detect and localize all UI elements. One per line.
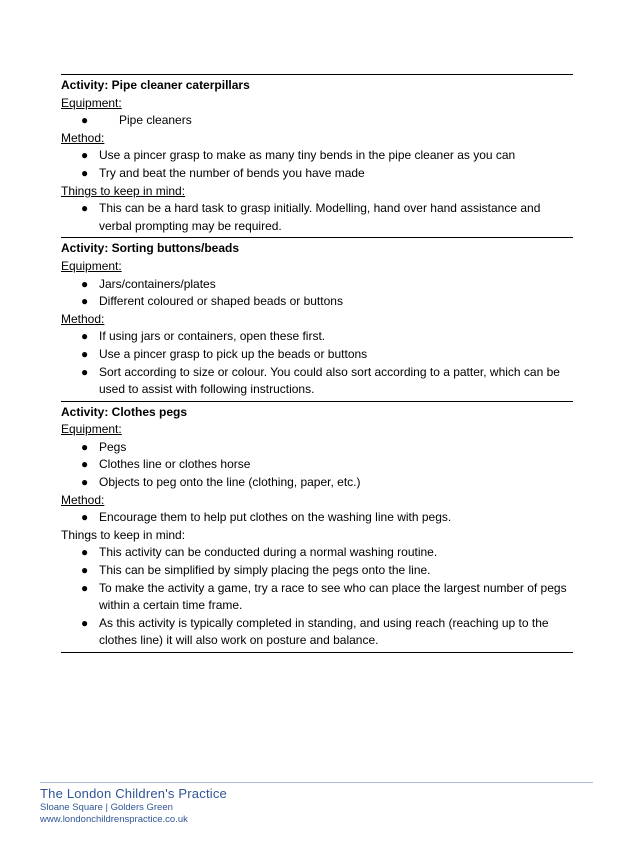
list-item <box>61 562 573 580</box>
group-heading: Things to keep in mind: <box>61 183 186 198</box>
group-heading: Method: <box>61 130 105 145</box>
bullet-icon: ● <box>81 457 89 472</box>
footer-website-link[interactable]: www.londonchildrenspractice.co.uk <box>40 813 188 825</box>
bullet-icon: ● <box>81 475 89 490</box>
list-item-text: Try and beat the number of bends you have made <box>99 165 365 180</box>
list-item <box>61 474 573 492</box>
bullet-icon: ● <box>81 201 89 216</box>
list-item-text: Encourage them to help put clothes on the washing line with pegs. <box>99 510 452 525</box>
list-item <box>61 276 573 294</box>
bullet-icon: ● <box>81 545 89 560</box>
list-item <box>61 346 573 364</box>
group-heading: Method: <box>61 492 105 507</box>
bullet-list <box>61 439 573 492</box>
group-heading: Equipment: <box>61 422 122 437</box>
group-heading: Equipment: <box>61 258 122 273</box>
bullet-icon: ● <box>81 563 89 578</box>
activity-section <box>61 75 573 237</box>
list-item <box>61 165 573 183</box>
list-item <box>61 364 573 399</box>
group-heading: Equipment: <box>61 95 122 110</box>
list-item <box>61 509 573 527</box>
bullet-icon: ● <box>81 615 89 630</box>
bullet-list <box>61 328 573 398</box>
bullet-icon: ● <box>81 294 89 309</box>
list-item-text: Clothes line or clothes horse <box>99 457 251 472</box>
list-item <box>61 439 573 457</box>
activity-title: Activity: Pipe cleaner caterpillars <box>61 78 250 92</box>
list-item <box>61 112 573 130</box>
bullet-icon: ● <box>81 148 89 163</box>
section-divider <box>61 652 573 653</box>
group-heading: Method: <box>61 311 105 326</box>
list-item-text: This can be simplified by simply placing the pegs onto the line. <box>99 563 431 578</box>
activity-title: Activity: Clothes pegs <box>61 404 188 419</box>
bullet-list <box>61 276 573 311</box>
bullet-list <box>61 112 573 130</box>
bullet-list <box>61 544 573 650</box>
list-item <box>61 580 573 615</box>
bullet-list <box>61 509 573 527</box>
activity-section <box>61 238 573 400</box>
list-item <box>61 328 573 346</box>
bullet-icon: ● <box>81 276 89 291</box>
bullet-icon: ● <box>81 580 89 595</box>
list-item <box>61 147 573 165</box>
bullet-icon: ● <box>81 346 89 361</box>
footer-divider <box>40 782 593 783</box>
list-item <box>61 615 573 650</box>
list-item <box>61 456 573 474</box>
bullet-icon: ● <box>81 329 89 344</box>
group-heading: Things to keep in mind: <box>61 527 186 542</box>
list-item <box>61 293 573 311</box>
bullet-icon: ● <box>81 439 89 454</box>
footer-locations: Sloane Square | Golders Green <box>40 802 173 813</box>
footer-practice-name: The London Children's Practice <box>40 786 227 801</box>
bullet-icon: ● <box>81 510 89 525</box>
bullet-list <box>61 147 573 182</box>
list-item-text: Different coloured or shaped beads or buttons <box>99 294 343 309</box>
list-item-text: Pegs <box>99 439 127 454</box>
bullet-icon: ● <box>81 113 89 128</box>
bullet-icon: ● <box>81 165 89 180</box>
list-item-text: Sort according to size or colour. You could also sort according to a patter, which can be used to assist with following instructions. <box>99 364 560 397</box>
bullet-list <box>61 200 573 235</box>
list-item-text: Use a pincer grasp to pick up the beads or buttons <box>99 346 368 361</box>
list-item-text: To make the activity a game, try a race to see who can place the largest number of pegs within a certain time frame. <box>99 580 567 613</box>
document-body <box>61 74 573 653</box>
activity-title: Activity: Sorting buttons/beads <box>61 241 240 256</box>
list-item-text: Objects to peg onto the line (clothing, paper, etc.) <box>99 475 361 490</box>
list-item-text: Use a pincer grasp to make as many tiny bends in the pipe cleaner as you can <box>99 148 516 163</box>
list-item <box>61 200 573 235</box>
activity-section <box>61 402 573 652</box>
list-item-text: This can be a hard task to grasp initially. Modelling, hand over hand assistance and verbal prompting may be required. <box>99 201 541 233</box>
list-item-text: If using jars or containers, open these first. <box>99 329 326 344</box>
list-item-text: This activity can be conducted during a normal washing routine. <box>99 545 438 560</box>
list-item-text: As this activity is typically completed in standing, and using reach (reaching up to the clothes line) it will also work on posture and balance. <box>99 615 549 648</box>
list-item <box>61 544 573 562</box>
list-item-text: Jars/containers/plates <box>99 276 216 291</box>
page-footer <box>40 782 593 825</box>
list-item-text: Pipe cleaners <box>119 113 192 128</box>
bullet-icon: ● <box>81 364 89 379</box>
